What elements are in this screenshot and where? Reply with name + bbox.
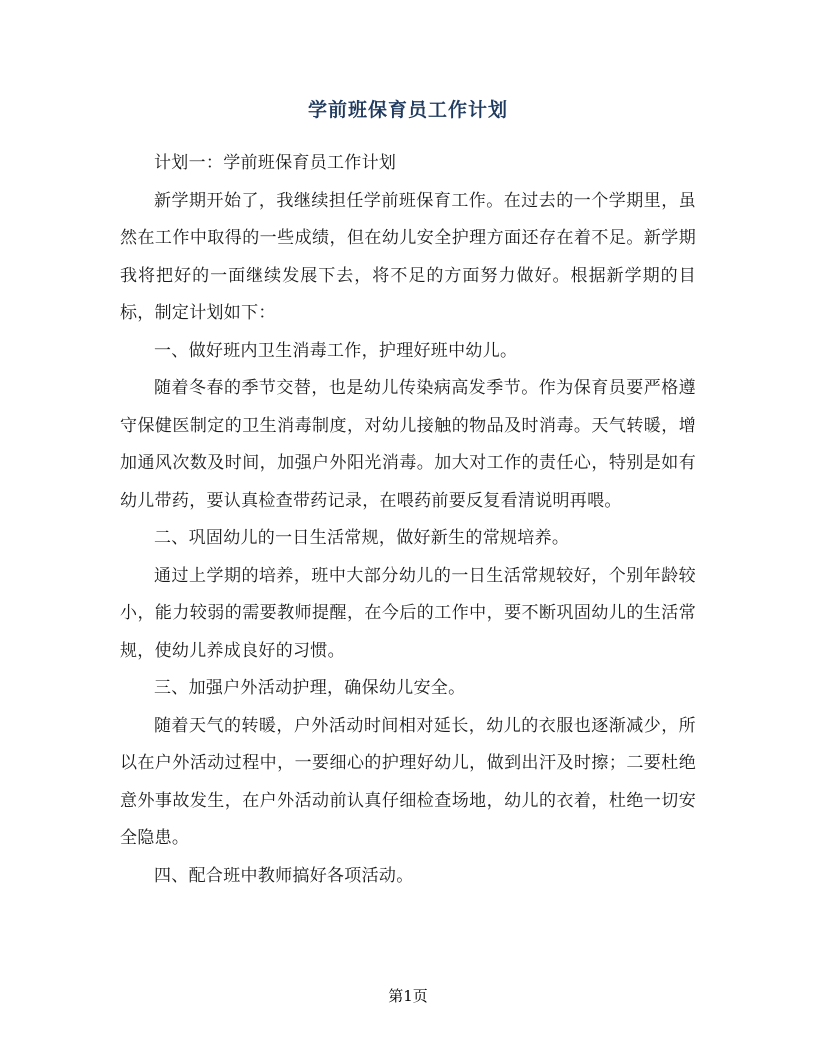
- document-title: 学前班保育员工作计划: [307, 99, 508, 121]
- paragraph-section-1-body: 随着冬春的季节交替，也是幼儿传染病高发季节。作为保育员要严格遵守保健医制定的卫生消毒制度，对幼儿接触的物品及时消毒。天气转暖，增加通风次数及时间，加强户外阳光消毒。加大对工作的责任心，特别是如有幼儿带药，要认真检查带药记录，在喂药前要反复看清说明再喂。: [120, 378, 696, 511]
- paragraph-section-3-body: 随着天气的转暖，户外活动时间相对延长，幼儿的衣服也逐渐减少，所以在户外活动过程中，一要细心的护理好幼儿，做到出汗及时擦；二要杜绝意外事故发生，在户外活动前认真仔细检查场地，幼儿的衣着，杜绝一切安全隐患。: [120, 715, 696, 848]
- document-body: [120, 145, 696, 895]
- page-number: 第1页: [388, 987, 428, 1005]
- paragraph-section-3-heading: 三、加强户外活动护理，确保幼儿安全。: [154, 678, 466, 698]
- paragraph-section-2-heading: 二、巩固幼儿的一日生活常规，做好新生的常规培养。: [154, 528, 570, 548]
- paragraph-section-2-body: 通过上学期的培养，班中大部分幼儿的一日生活常规较好，个别年龄较小，能力较弱的需要教师提醒，在今后的工作中，要不断巩固幼儿的生活常规，使幼儿养成良好的习惯。: [120, 565, 696, 661]
- paragraph-plan-heading: 计划一：学前班保育员工作计划: [154, 153, 397, 173]
- paragraph-intro: 新学期开始了，我继续担任学前班保育工作。在过去的一个学期里，虽然在工作中取得的一些成绩，但在幼儿安全护理方面还存在着不足。新学期我将把好的一面继续发展下去，将不足的方面努力做好。根据新学期的目标，制定计划如下：: [120, 190, 696, 323]
- paragraph-section-1-heading: 一、做好班内卫生消毒工作，护理好班中幼儿。: [154, 340, 518, 361]
- paragraph-section-4-heading: 四、配合班中教师搞好各项活动。: [154, 865, 414, 886]
